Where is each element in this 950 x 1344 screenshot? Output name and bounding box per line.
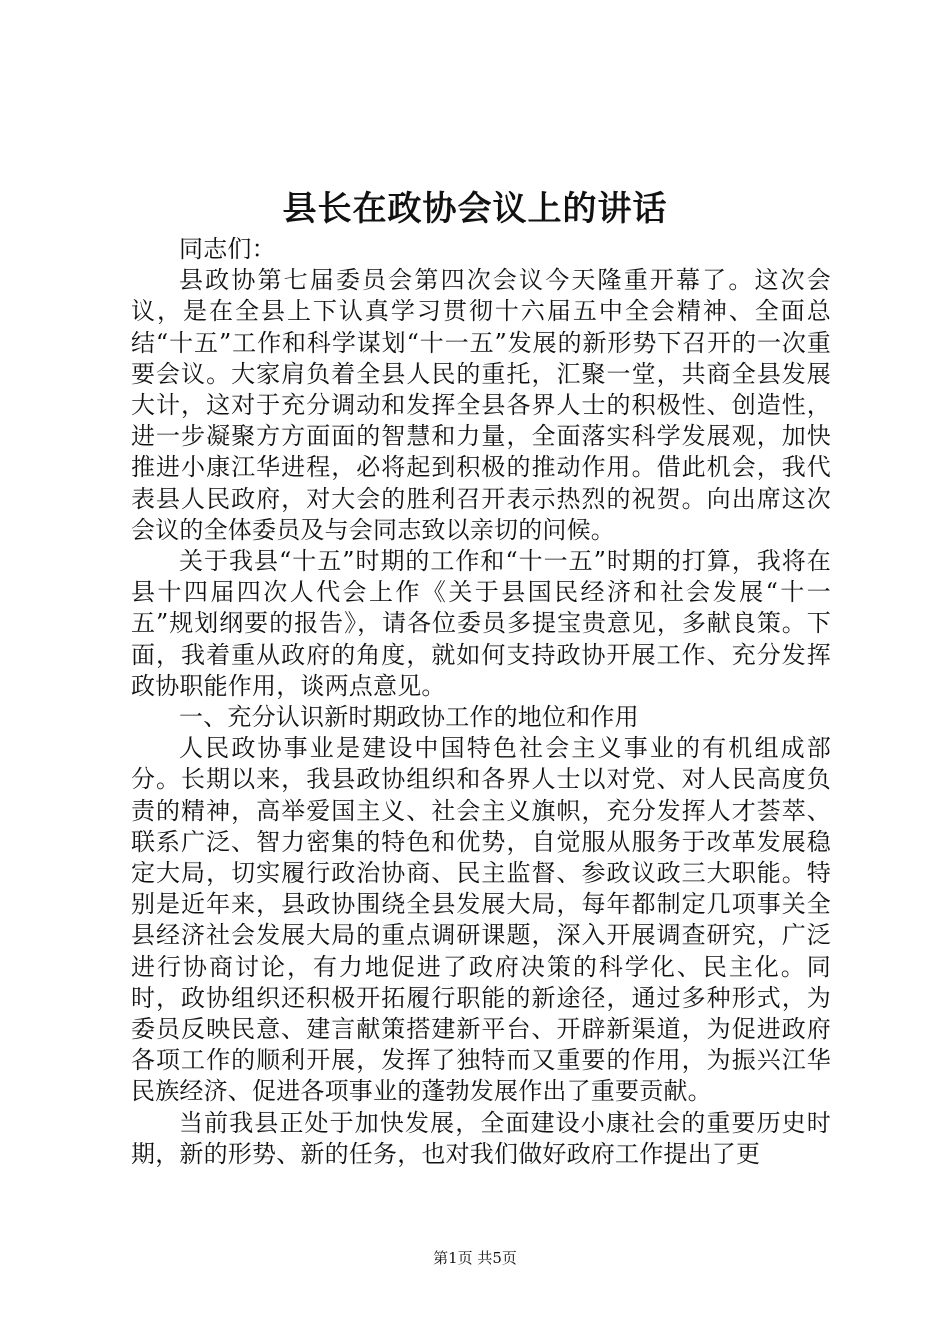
page-number-footer: 第1页 共5页 [433, 1249, 517, 1267]
document-title: 县长在政协会议上的讲话 [282, 189, 668, 229]
salutation-paragraph: 同志们： [179, 235, 276, 263]
plan-paragraph: 关于我县“十五”时期的工作和“十一五”时期的打算，我将在县十四届四次人代会上作《关于县国民经济和社会发展“十一五”规划纲要的报告》，请各位委员多提宝贵意见，多献良策。下面，我着重从政府的角度，就如何支持政协开展工作、充分发挥政协职能作用，谈两点意见。 [131, 547, 831, 700]
document-body [131, 234, 831, 1170]
section-heading: 一、充分认识新时期政协工作的地位和作用 [179, 703, 639, 732]
opening-paragraph: 县政协第七届委员会第四次会议今天隆重开幕了。这次会议，是在全县上下认真学习贯彻十六届五中全会精神、全面总结“十五”工作和科学谋划“十一五”发展的新形势下召开的一次重要会议。大家肩负着全县人民的重托，汇聚一堂，共商全县发展大计，这对于充分调动和发挥全县各界人士的积极性、创造性，进一步凝聚方方面面的智慧和力量，全面落实科学发展观，加快推进小康江华进程，必将起到积极的推动作用。借此机会，我代表县人民政府，对大会的胜利召开表示热烈的祝贺。向出席这次会议的全体委员及与会同志致以亲切的问候。 [131, 266, 831, 544]
cppcc-role-paragraph: 人民政协事业是建设中国特色社会主义事业的有机组成部分。长期以来，我县政协组织和各界人士以对党、对人民高度负责的精神，高举爱国主义、社会主义旗帜，充分发挥人才荟萃、联系广泛、智力密集的特色和优势，自觉服从服务于改革发展稳定大局，切实履行政治协商、民主监督、参政议政三大职能。特别是近年来，县政协围绕全县发展大局，每年都制定几项事关全县经济社会发展大局的重点调研课题，深入开展调查研究，广泛进行协商讨论，有力地促进了政府决策的科学化、民主化。同时，政协组织还积极开拓履行职能的新途径，通过多种形式，为委员反映民意、建言献策搭建新平台、开辟新渠道，为促进政府各项工作的顺利开展，发挥了独特而又重要的作用，为振兴江华民族经济、促进各项事业的蓬勃发展作出了重要贡献。 [131, 734, 831, 1106]
current-situation-paragraph: 当前我县正处于加快发展，全面建设小康社会的重要历史时期，新的形势、新的任务，也对我们做好政府工作提出了更 [131, 1108, 831, 1168]
